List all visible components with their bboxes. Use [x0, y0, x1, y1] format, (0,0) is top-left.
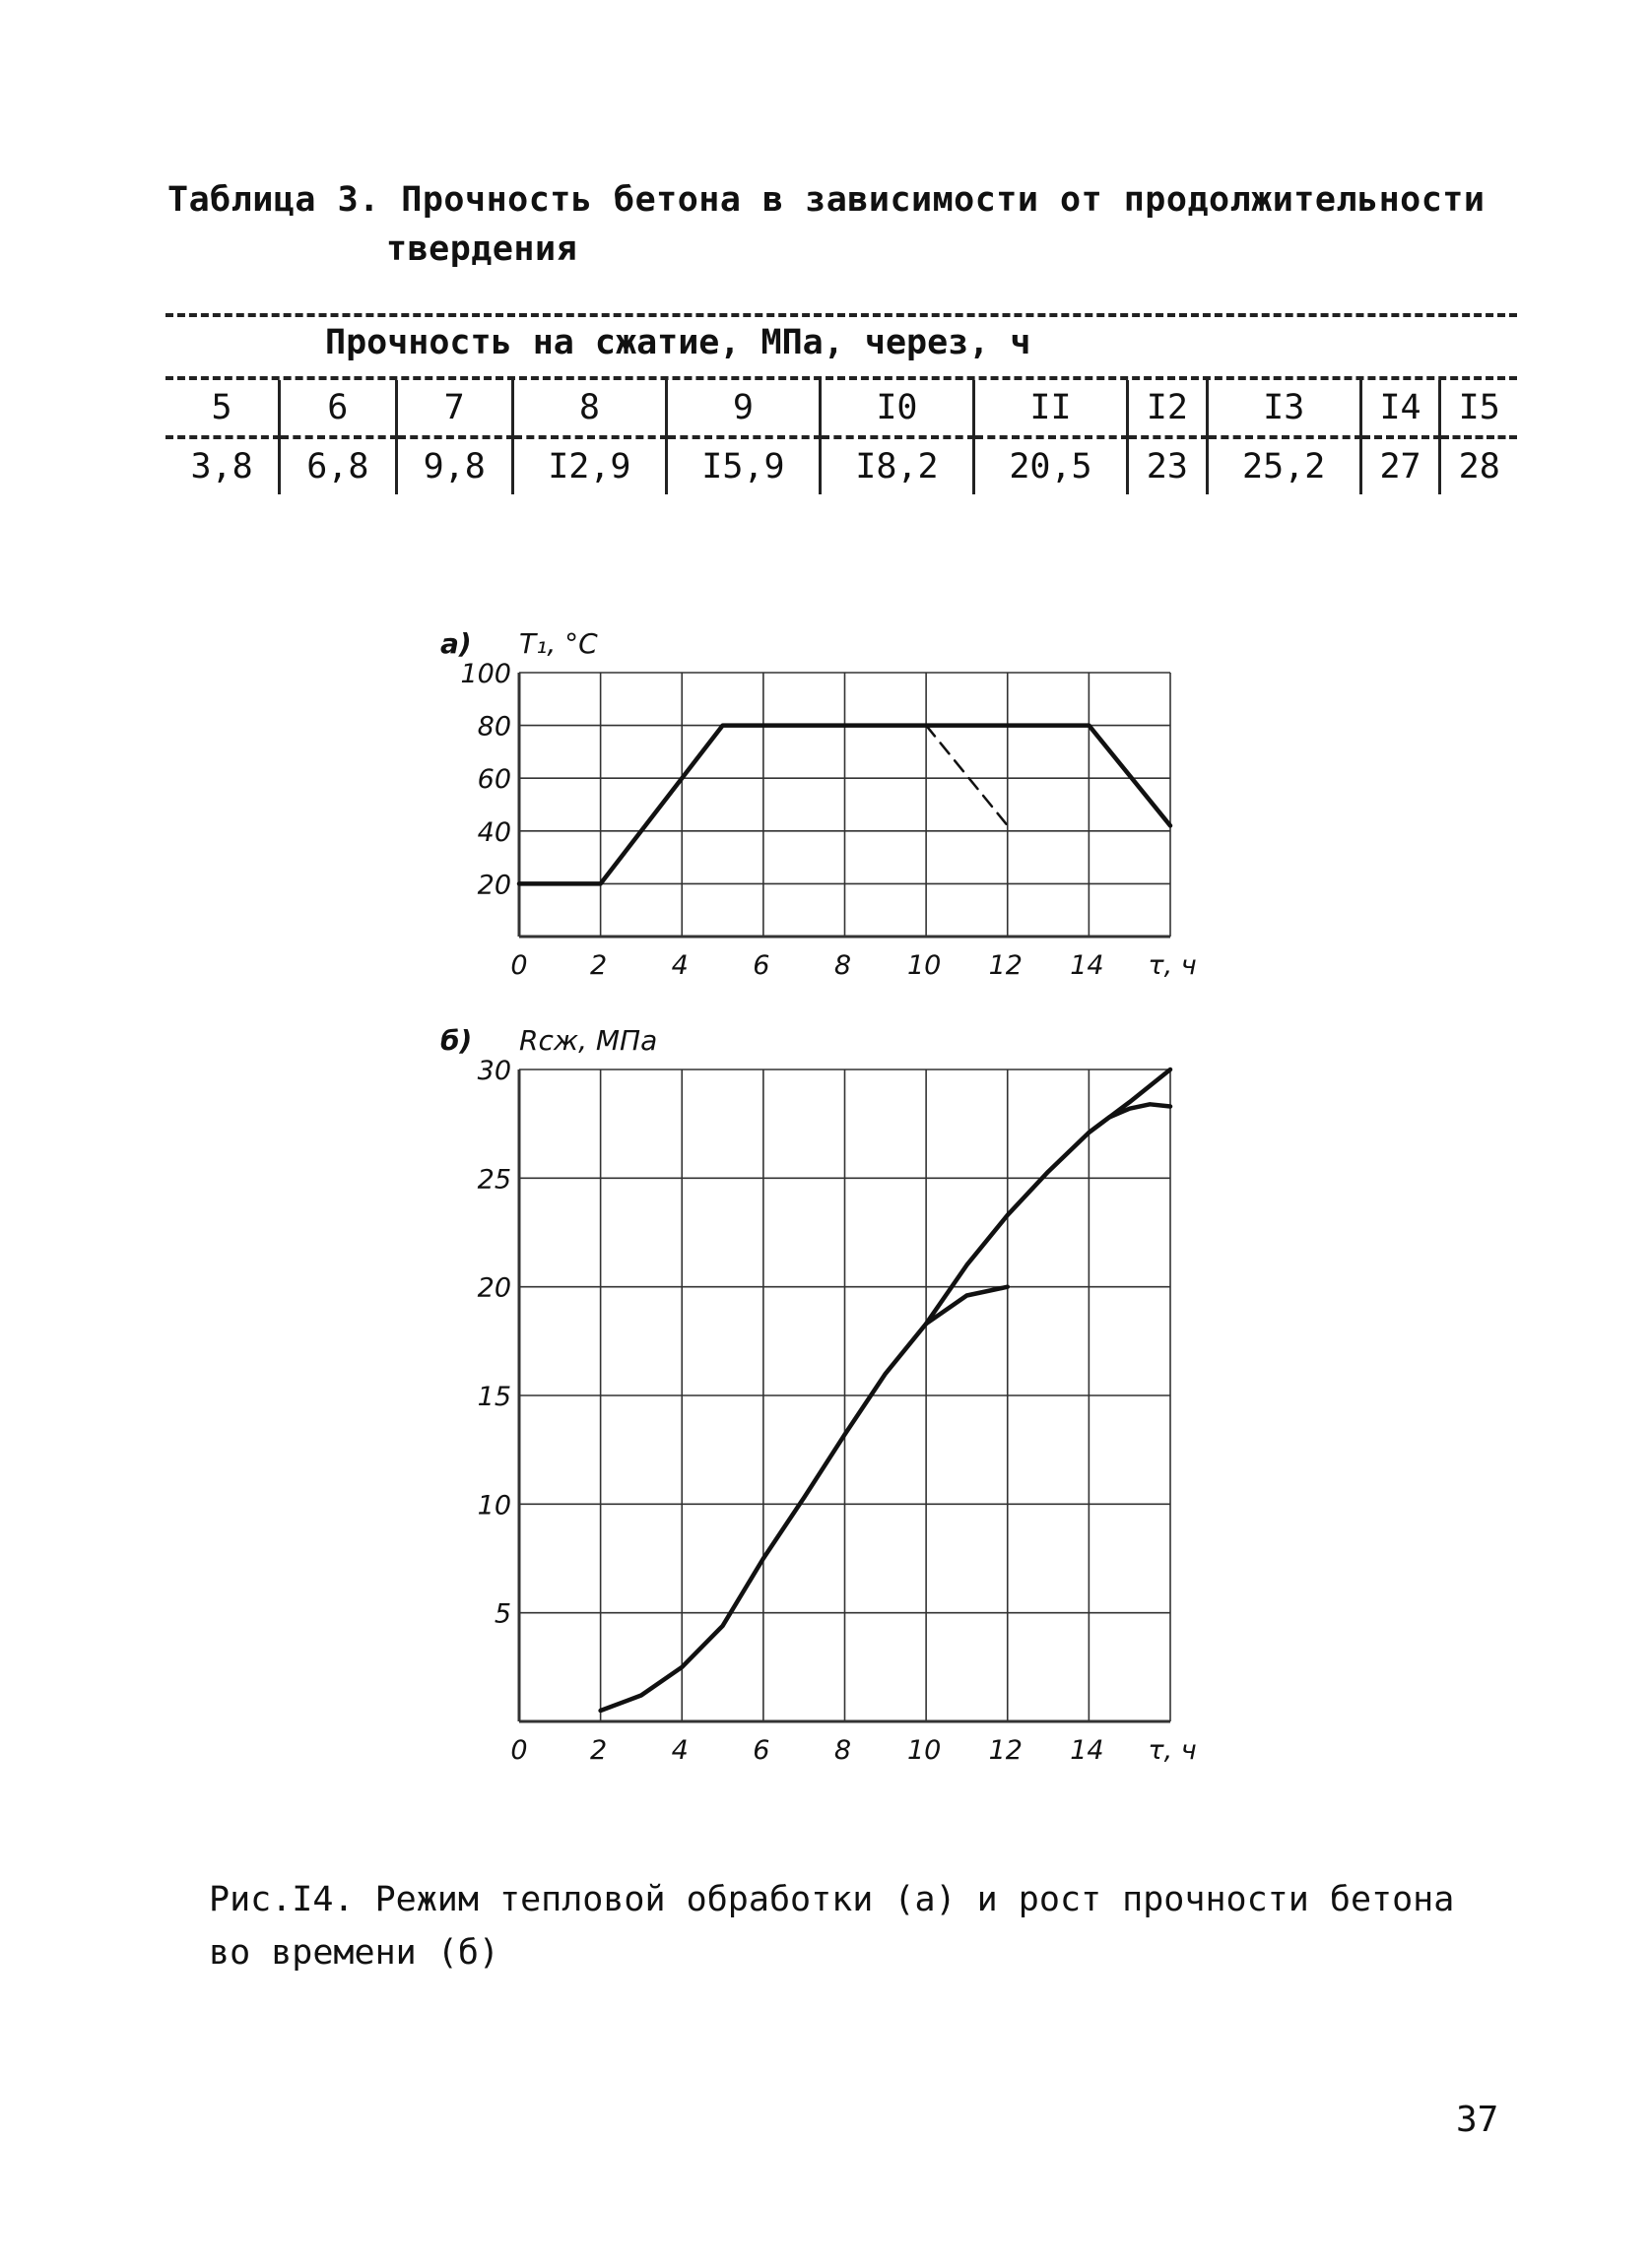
table-cell-strength: I5,9: [666, 437, 820, 494]
page-number: 37: [1456, 2100, 1499, 2140]
y-tick-label: 20: [477, 1272, 511, 1304]
y-tick-label: 30: [477, 1056, 511, 1086]
y-axis-label: Rсж, МПа: [519, 1024, 658, 1057]
y-tick-label: 5: [494, 1598, 511, 1630]
y-tick-label: 10: [477, 1490, 511, 1522]
table-cell-strength: 3,8: [190, 447, 253, 486]
table-cell-strength: 25,2: [1207, 437, 1360, 494]
y-axis-label: T₁, °C: [519, 627, 598, 660]
chart-temperature: [440, 627, 1197, 981]
x-tick-label: 4: [671, 950, 689, 981]
figure-caption: [209, 1873, 1454, 1979]
panel-label: б): [440, 1024, 473, 1057]
table-cell-hour: 5: [165, 380, 280, 437]
x-tick-label: 6: [753, 1735, 770, 1766]
x-tick-label: 8: [833, 950, 852, 981]
x-axis-label: τ, ч: [1148, 950, 1197, 981]
x-tick-label: 0: [510, 1735, 528, 1766]
table-cell-hour: I0: [820, 380, 973, 437]
table-cell-strength: 6,8: [280, 437, 396, 494]
x-tick-label: 10: [906, 950, 942, 981]
x-tick-label: 12: [988, 1735, 1023, 1766]
table-cell-strength: 20,5: [973, 437, 1127, 494]
x-tick-label: 2: [590, 950, 608, 981]
y-tick-label: 60: [477, 764, 511, 796]
chart-strength: [440, 1024, 1197, 1766]
x-tick-label: 6: [753, 950, 770, 981]
table-cell-hour: 9: [666, 380, 820, 437]
panel-label: a): [440, 627, 472, 660]
table-cell-strength: 9,8: [396, 437, 512, 494]
x-tick-label: 0: [510, 950, 528, 981]
table-title-line2: твердения: [386, 229, 578, 269]
table-cell-strength: 28: [1440, 437, 1517, 494]
x-axis-label: τ, ч: [1148, 1735, 1197, 1766]
y-tick-label: 15: [477, 1382, 511, 1412]
table-cell-hour: 7: [396, 380, 512, 437]
x-tick-label: 4: [671, 1735, 689, 1766]
figure-caption-line1: Рис.I4. Режим тепловой обработки (а) и рост прочности бетона: [209, 1880, 1455, 1919]
table-cell-hour: I2: [1127, 380, 1207, 437]
table-cell-hour: II: [973, 380, 1127, 437]
table-cell-hour: I4: [1360, 380, 1440, 437]
y-tick-label: 80: [477, 711, 511, 743]
table-header: Прочность на сжатие, МПа, через, ч: [325, 323, 1031, 362]
series-line-3: [1089, 1104, 1170, 1133]
y-tick-label: 40: [477, 816, 511, 848]
x-tick-label: 10: [906, 1735, 942, 1766]
table-cell-strength: I8,2: [820, 437, 973, 494]
table-cell-strength: 27: [1360, 437, 1440, 494]
series-line-2: [926, 726, 1008, 826]
x-tick-label: 12: [988, 950, 1023, 981]
y-tick-label: 20: [477, 870, 511, 901]
x-tick-label: 8: [833, 1735, 852, 1766]
y-tick-label: 25: [477, 1164, 511, 1196]
table-cell-hour: I3: [1207, 380, 1360, 437]
table-cell-hour: I5: [1440, 380, 1517, 437]
series-line-1: [601, 1069, 1170, 1711]
x-tick-label: 14: [1070, 950, 1104, 981]
x-tick-label: 2: [590, 1735, 608, 1766]
x-tick-label: 14: [1070, 1735, 1104, 1766]
table-cell-strength: I2,9: [512, 437, 666, 494]
table-cell-strength: 23: [1127, 437, 1207, 494]
table-cell-hour: 6: [280, 380, 396, 437]
y-tick-label: 100: [460, 659, 511, 689]
table-title-line1: Таблица 3. Прочность бетона в зависимости от продолжительности: [167, 180, 1486, 220]
figure-caption-line2: во времени (б): [209, 1933, 500, 1973]
table-cell-hour: 8: [512, 380, 666, 437]
